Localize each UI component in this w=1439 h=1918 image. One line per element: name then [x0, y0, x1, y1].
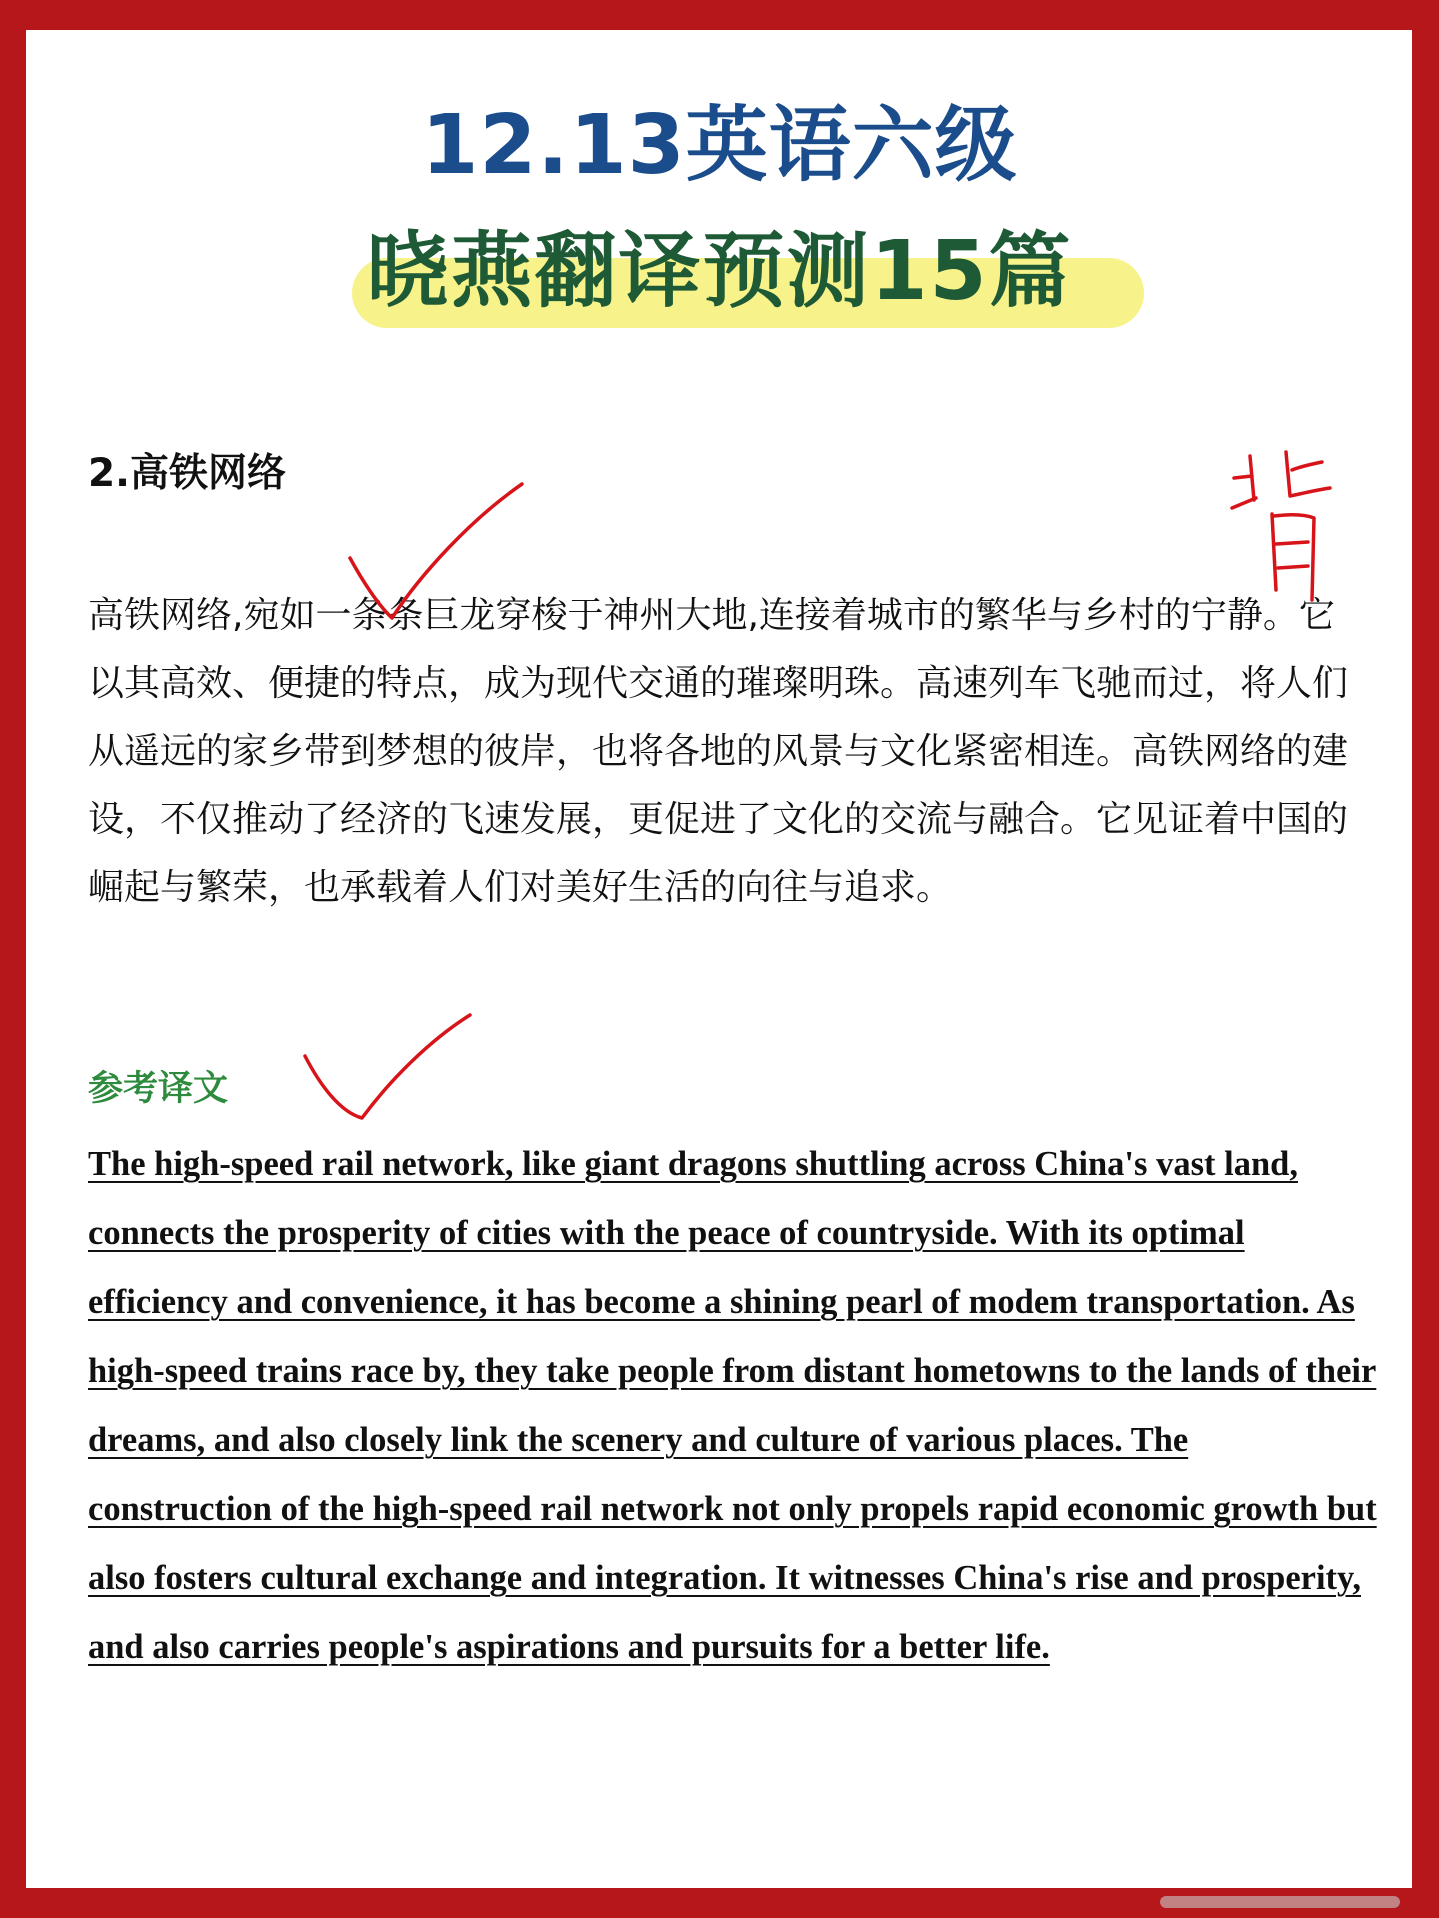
chinese-passage: 高铁网络,宛如一条条巨龙穿梭于神州大地,连接着城市的繁华与乡村的宁静。它以其高效、便捷的特点，成为现代交通的璀璨明珠。高速列车飞驰而过，将人们从遥远的家乡带到梦想的彼岸，也将各地的风景与文化紧密相连。高铁网络的建设，不仅推动了经济的飞速发展，更促进了文化的交流与融合。它见证着中国的崛起与繁荣，也承载着人们对美好生活的向往与追求。: [88, 595, 1349, 908]
title-date-line: 12.13英语六级: [421, 98, 1018, 193]
reference-translation-label: 参考译文: [88, 1069, 229, 1109]
english-translation: The high-speed rail network, like giant dragons shuttling across China's vast land, connects the prosperity of cities with the peace of countryside. With its optimal efficiency and convenience, it has become a shining pearl of modem transportation. As high-speed trains race by, they take people from distant hometowns to the lands of their dreams, and also closely link the scenery and culture of various places. The construction of the high-speed rail network not only propels rapid economic growth but also fosters cultural exchange and integration. It witnesses China's rise and prosperity, and also carries people's aspirations and pursuits for a better life.: [88, 1145, 1377, 1666]
title-subject-line: 晓燕翻译预测15篇: [366, 224, 1073, 319]
watermark: [1160, 1896, 1400, 1908]
section-heading: 2.高铁网络: [88, 451, 286, 496]
